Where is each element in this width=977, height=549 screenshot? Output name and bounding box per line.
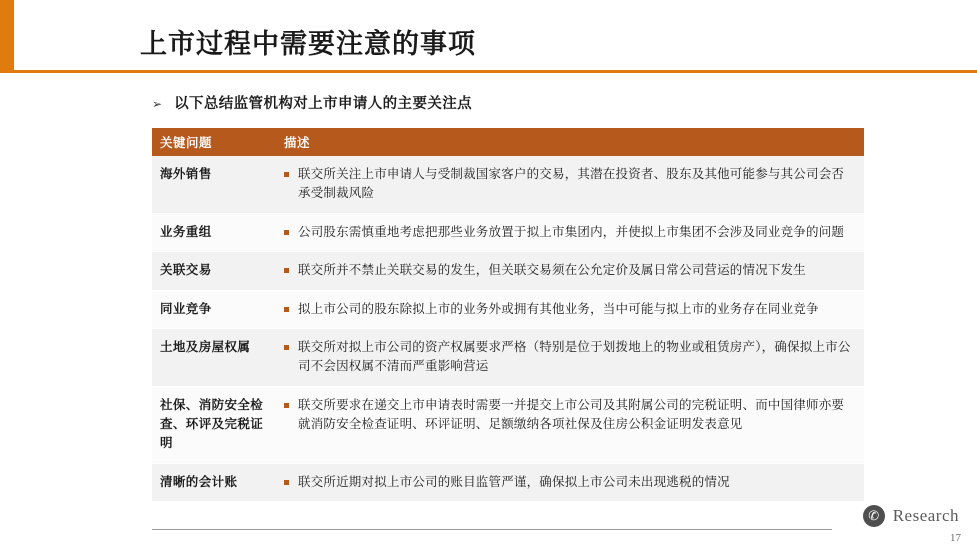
square-bullet-icon — [284, 307, 289, 312]
row-desc-text: 联交所关注上市申请人与受制裁国家客户的交易，其潜在投资者、股东及其他可能参与其公司会否承受制裁风险 — [298, 167, 845, 201]
wechat-icon: ✆ — [863, 505, 885, 527]
column-header-desc: 描述 — [276, 128, 864, 156]
row-desc — [276, 463, 864, 501]
row-key: 清晰的会计账 — [152, 463, 276, 501]
arrow-bullet-icon: ➢ — [152, 97, 163, 111]
square-bullet-icon — [284, 403, 289, 408]
table-row — [152, 213, 864, 251]
lead-bullet-text: 以下总结监管机构对上市申请人的主要关注点 — [174, 96, 473, 112]
square-bullet-icon — [284, 345, 289, 350]
table-bottom-divider — [152, 529, 832, 530]
table-row — [152, 463, 864, 501]
title-accent-bar — [0, 0, 14, 72]
table-body — [152, 156, 864, 502]
row-desc — [276, 290, 864, 328]
wechat-watermark — [863, 505, 959, 527]
slide-title-bar — [0, 0, 977, 72]
square-bullet-icon — [284, 230, 289, 235]
square-bullet-icon — [284, 268, 289, 273]
row-desc-text: 联交所对拟上市公司的资产权属要求严格（特别是位于划拨地上的物业或租赁房产），确保拟上市公司不会因权属不清而严重影响营运 — [298, 339, 851, 374]
row-key: 海外销售 — [152, 156, 276, 213]
table-row — [152, 328, 864, 386]
row-desc — [276, 386, 864, 463]
wechat-label: Research — [892, 506, 959, 525]
key-issues-table-wrap — [152, 128, 851, 502]
title-divider — [0, 70, 977, 73]
key-issues-table — [152, 128, 864, 502]
page-number: 17 — [950, 532, 961, 544]
row-desc — [276, 156, 864, 213]
row-desc — [276, 213, 864, 251]
square-bullet-icon — [284, 480, 289, 485]
lead-bullet — [152, 92, 852, 113]
row-desc — [276, 328, 864, 386]
square-bullet-icon — [284, 172, 289, 177]
table-header — [152, 128, 864, 156]
table-row — [152, 386, 864, 463]
row-desc-text: 联交所并不禁止关联交易的发生，但关联交易须在公允定价及属日常公司营运的情况下发生 — [298, 263, 807, 278]
row-key: 社保、消防安全检查、环评及完税证明 — [152, 386, 276, 463]
column-header-key: 关键问题 — [152, 128, 276, 156]
row-key: 土地及房屋权属 — [152, 328, 276, 386]
row-key: 业务重组 — [152, 213, 276, 251]
table-row — [152, 252, 864, 290]
table-header-row — [152, 128, 864, 156]
row-desc-text: 公司股东需慎重地考虑把那些业务放置于拟上市集团内，并使拟上市集团不会涉及同业竞争的问题 — [298, 224, 845, 239]
page-title: 上市过程中需要注意的事项 — [140, 29, 476, 59]
row-desc-text: 联交所要求在递交上市申请表时需要一并提交上市公司及其附属公司的完税证明、而中国律师亦要就消防安全检查证明、环评证明、足额缴纳各项社保及住房公积金证明发表意见 — [298, 397, 845, 431]
row-key: 同业竞争 — [152, 290, 276, 328]
row-desc-text: 拟上市公司的股东除拟上市的业务外或拥有其他业务，当中可能与拟上市的业务存在同业竞争 — [298, 301, 819, 316]
row-key: 关联交易 — [152, 252, 276, 290]
table-row — [152, 290, 864, 328]
row-desc — [276, 252, 864, 290]
row-desc-text: 联交所近期对拟上市公司的账目监管严谨，确保拟上市公司未出现逃税的情况 — [298, 474, 730, 489]
table-row — [152, 156, 864, 213]
